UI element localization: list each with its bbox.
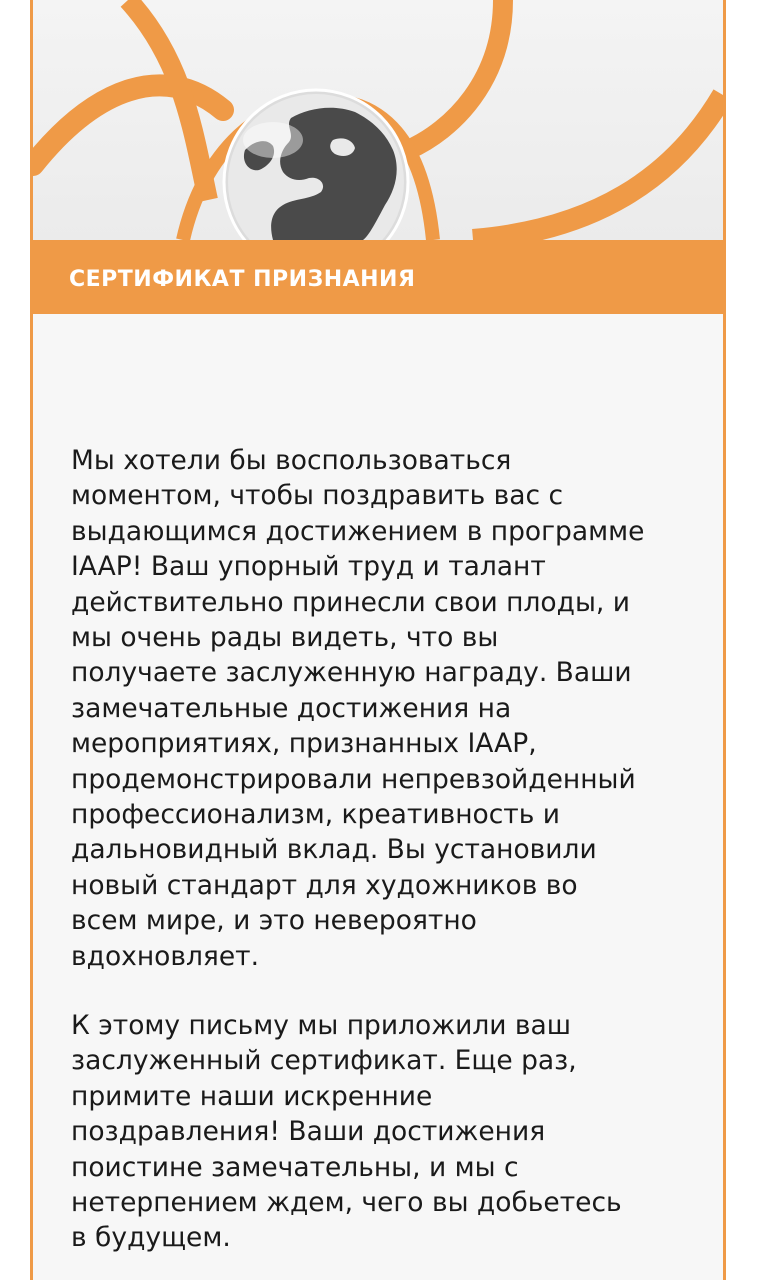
header-artwork — [33, 0, 723, 240]
swirl-arc-right — [473, 95, 723, 240]
globe-swirl-graphic — [33, 0, 723, 240]
certificate-paragraph-1: Мы хотели бы воспользоваться моментом, чтобы поздравить вас с выдающимся достижением в программе IAAP! Ваш упорный труд и талант действительно принесли свои плоды, и мы очень рады видеть, что вы получаете заслуженную награду. Ваши замечательные достижения на мероприятиях, признанных IAAP, продемонстрировали непревзойденный профессионализм, креативность и дальновидный вклад. Вы установили новый стандарт для художников во всем мире, и это невероятно вдохновляет. — [71, 445, 645, 972]
certificate-title: СЕРТИФИКАТ ПРИЗНАНИЯ — [69, 267, 416, 292]
certificate-paragraph-2: К этому письму мы приложили ваш заслуженный сертификат. Еще раз, примите наши искренние поздравления! Ваши достижения поистине замечательны, и мы с нетерпением ждем, чего вы добьетесь в будущем. — [71, 1010, 622, 1254]
certificate-card — [30, 0, 726, 1280]
title-banner — [33, 240, 723, 314]
swirl-arc-top-right — [408, 0, 503, 150]
